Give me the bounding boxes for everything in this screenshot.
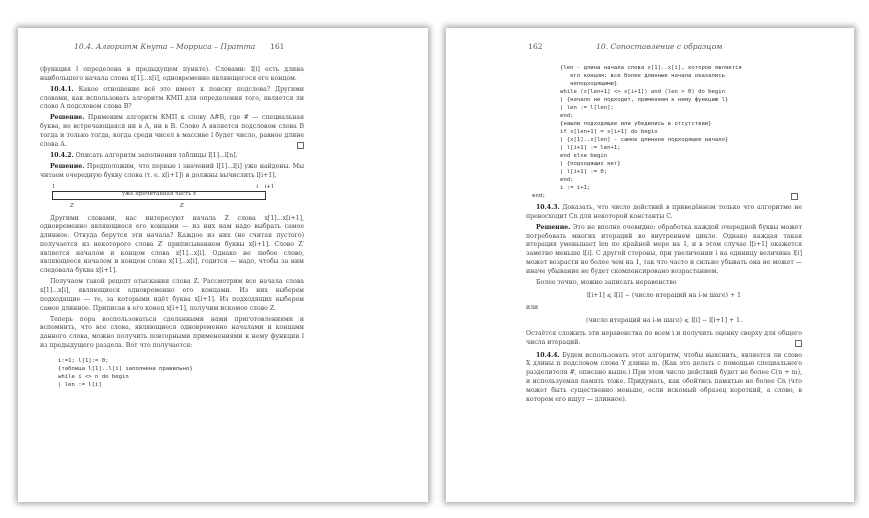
code-line: i:=1; l[1]:= 0; bbox=[58, 357, 109, 364]
code-line: | {подходящих нет} bbox=[560, 161, 621, 167]
formula: l[i+1] ⩽ l[i] − (число итераций на i-м шаге) + 1 bbox=[586, 291, 742, 299]
paragraph-text: Остаётся сложить эти неравенства по всем i и получить оценку сверху для общего числа итераций. bbox=[526, 329, 802, 346]
solution-3 bbox=[526, 224, 802, 277]
left-page-body bbox=[40, 66, 304, 389]
solution-label: Решение. bbox=[536, 223, 571, 231]
diagram-label-1: 1 bbox=[52, 183, 56, 190]
code-block bbox=[526, 64, 802, 200]
code-line: {таблица l[1]..l[i] заполнена правильно} bbox=[58, 365, 193, 372]
code-line: его концом; все более длинные начала оказались bbox=[560, 73, 726, 79]
code-line: if x[len+1] = x[i+1] do begin bbox=[560, 129, 658, 135]
exercise-number: 10.4.4. bbox=[536, 351, 560, 359]
page-number: 161 bbox=[270, 42, 285, 51]
exercise-10-4-4 bbox=[526, 352, 802, 405]
solution-label: Решение. bbox=[50, 114, 85, 122]
code-line: i := i+1; bbox=[560, 185, 591, 191]
code-line: | len := l[i] bbox=[58, 381, 102, 388]
exercise-text: Какое отношение всё это имеет к поиску подслова? Другими словами, как использовать алгоритм КМП для определения того, является ли слово A подсловом слова B? bbox=[40, 85, 305, 111]
solution-2 bbox=[40, 163, 304, 181]
right-page bbox=[446, 28, 854, 502]
paragraph bbox=[526, 330, 802, 348]
exercise-10-4-3 bbox=[526, 204, 802, 222]
paragraph: Получаем такой рецепт отыскания слова Z. Рассмотрим все начала слова x[1]...x[i], являющиеся одновременно его концами. Из них выберем подходящие — те, за которыми идёт буква x[i+1]. Из подходящих выберем самое длинное. Приписав в его конец x[i+1], получим искомое слово Z. bbox=[40, 278, 304, 312]
exercise-number: 10.4.1. bbox=[50, 85, 74, 93]
right-page-body bbox=[526, 64, 802, 407]
exercise-10-4-2 bbox=[40, 152, 304, 161]
running-header: 10. Сопоставление с образцом bbox=[596, 42, 723, 51]
solution-text: Предположим, что первые i значений l[1]...l[i] уже найдены. Мы читаем очередную букву слова (т. е. x[i+1]) и должны вычислить l[i+1]. bbox=[40, 162, 304, 179]
code-line: | l[i+1] := len+1; bbox=[560, 145, 621, 151]
prefix-diagram bbox=[40, 183, 304, 211]
code-line: | {x[1]..x[len] - самое длинное подходящее начало} bbox=[560, 137, 729, 143]
code-line: неподходящими} bbox=[560, 81, 618, 87]
qed-icon bbox=[791, 193, 798, 200]
paragraph: Другими словами, нас интересуют начала Z слова x[1]...x[i+1], одновременно являющиеся его концами — из них нам надо выбрать самое длинное. Откуда берутся эти начала? Каждое из них (не считая пустого) получается из некоторого слова Z′ приписыванием буквы x[i+1]. Слово Z′ является началом и концом слова x[1]...x[i]. Однако не любое слово, являющееся началом и концом слова x[1]...x[i], годится — надо, чтобы за ним следовала буква x[i+1]. bbox=[40, 214, 304, 275]
exercise-text: Будем использовать этот алгоритм, чтобы выяснить, является ли слово X длины n подсловом слова Y длины m. (Как это делать с помощью специального разделителя #, описано выше.) При этом число действий будет не более C(n + m), и используемая память тоже. Придумать, как обойтись памятью не более Cn (что может быть существенно меньше, если искомый образец короткий, а слово, в котором его ищут — длинное). bbox=[526, 351, 803, 403]
diagram-label-i: i bbox=[256, 183, 258, 190]
paragraph: Теперь пора воспользоваться сделанными нами приготовлениями и вспомнить, что все слова, являющиеся одновременно началами и концами данного слова, можно получить повторными применениями к нему функции l из предыдущего раздела. Вот что получается: bbox=[40, 315, 304, 350]
code-line: | {начало не подходит, применяем к нему функцию l} bbox=[560, 97, 729, 103]
qed-icon bbox=[297, 142, 304, 149]
code-line: | l[i+1] := 0; bbox=[560, 169, 608, 175]
qed-icon bbox=[795, 340, 802, 347]
diagram-label-i1: i+1 bbox=[264, 183, 274, 190]
page-number: 162 bbox=[528, 42, 543, 51]
code-line: while i <> n do begin bbox=[58, 373, 129, 380]
code-line: end; bbox=[560, 177, 574, 183]
solution-1 bbox=[40, 114, 304, 149]
exercise-text: Доказать, что число действий в приведённом только что алгоритме не превосходит Cn для некоторой константы C. bbox=[526, 204, 802, 220]
paragraph: (функция l определена в предыдущем пункте). Словами: l[i] есть длина наибольшего начала слова x[1]...x[i], одновременно являющегося его концом. bbox=[40, 66, 304, 82]
code-line: | len := l[len]; bbox=[560, 105, 614, 111]
book-spread bbox=[18, 14, 854, 498]
exercise-number: 10.4.3. bbox=[536, 204, 560, 211]
bar-caption: уже прочитанная часть x bbox=[121, 190, 197, 197]
solution-label: Решение. bbox=[50, 162, 85, 170]
paragraph: или bbox=[526, 304, 539, 312]
exercise-number: 10.4.2. bbox=[50, 151, 74, 159]
code-line: end; bbox=[532, 193, 546, 199]
left-page bbox=[18, 28, 428, 502]
code-line: end; bbox=[560, 113, 574, 119]
code-line: while (x[len+1] <> x[i+1]) and (len > 0) do begin bbox=[560, 89, 726, 95]
solution-text: Это не вполне очевидно: обработка каждой очередной буквы может потребовать многих итераций во внутреннем цикле. Однако каждая такая итерация уменьшает len по крайней мере на 1, и в этом случае l[i+1] окажется заметно меньше l[i]. С другой стороны, при увеличении i на единицу величина l[i] может возрасти не более чем на 1, так что часто и сильно убывать она не может — иначе убывание не будет скомпенсировано возрастанием. bbox=[526, 223, 802, 275]
formula: (число итераций на i-м шаге) ⩽ l[i] − l[i+1] + 1. bbox=[585, 317, 743, 325]
diagram-label-z: Z bbox=[70, 202, 74, 209]
running-header: 10.4. Алгоритм Кнута – Морриса – Пратта bbox=[74, 42, 256, 51]
exercise-10-4-1 bbox=[40, 86, 304, 112]
code-block bbox=[40, 357, 304, 389]
paragraph: Более точно, можно записать неравенство bbox=[536, 278, 677, 286]
diagram-label-z: Z bbox=[180, 202, 184, 209]
exercise-text: Описать алгоритм заполнения таблицы l[1]...l[n]. bbox=[75, 151, 238, 159]
solution-text: Применим алгоритм КМП к слову A#B, где # — специальная буква, не встречающаяся ни в A, ни в B. Слово A является подсловом слова B тогда и только тогда, когда среди чисел в массиве l будет число, равное длине слова A. bbox=[40, 114, 304, 148]
code-line: {нашли подходящее или убедились в отсутствии} bbox=[560, 121, 712, 127]
code-line: {len - длина начала слова x[1]..x[i], которое является bbox=[560, 65, 742, 71]
code-line: end else begin bbox=[560, 153, 608, 159]
